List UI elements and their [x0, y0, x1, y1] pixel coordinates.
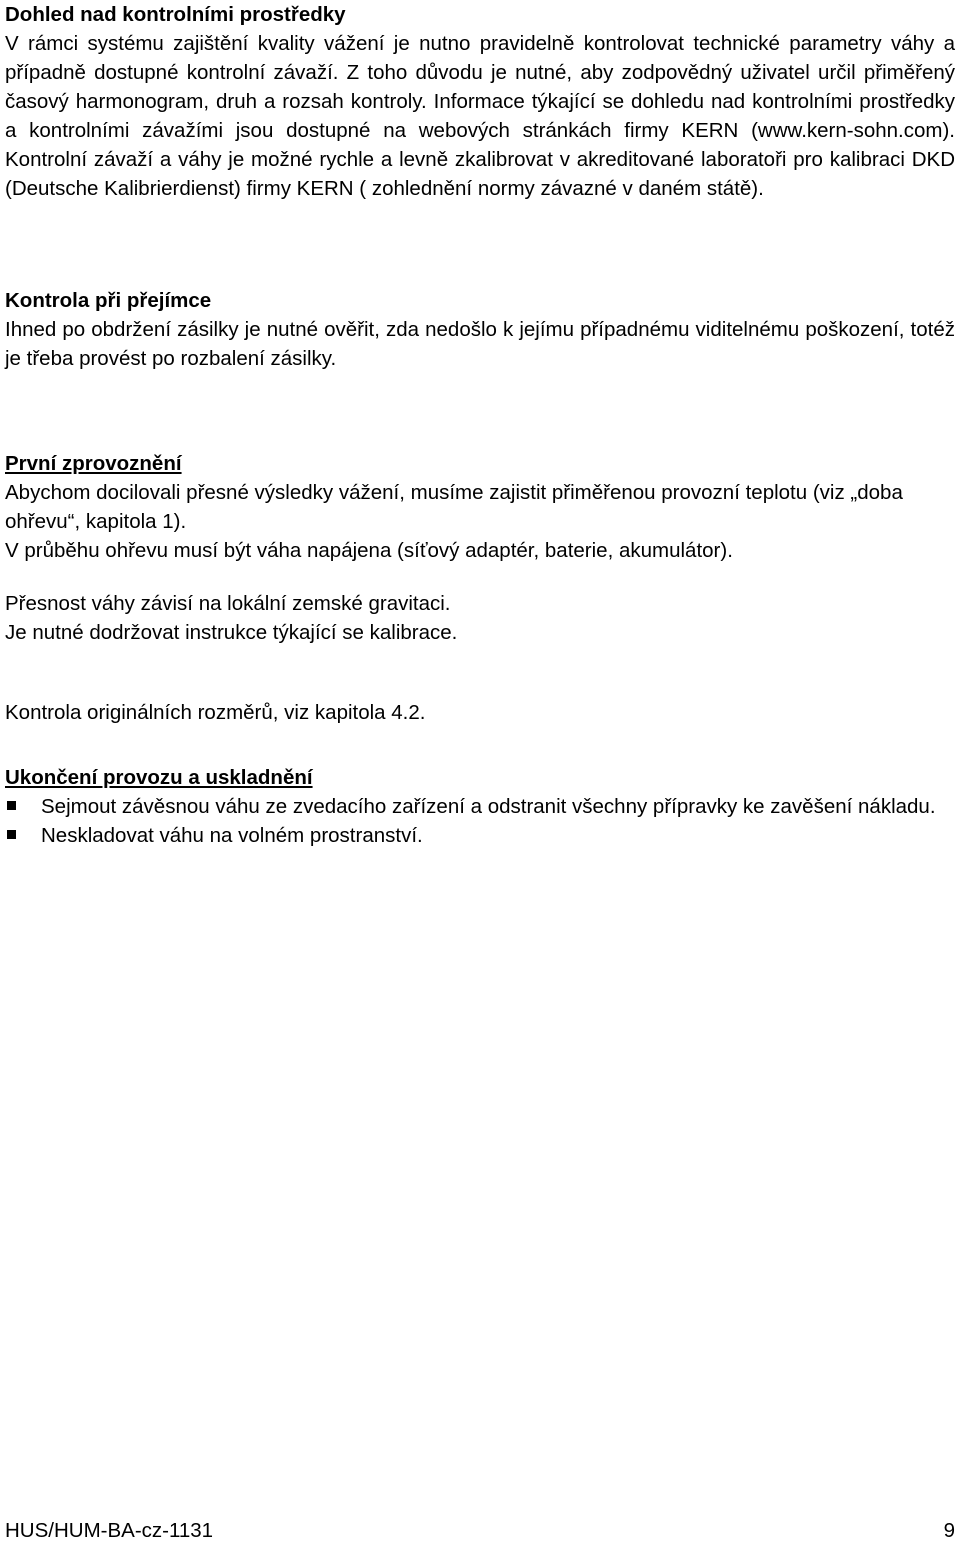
section-heading-text: První zprovoznění — [5, 452, 182, 475]
list-item — [5, 821, 955, 850]
list-item-text: Neskladovat váhu na volném prostranství. — [41, 824, 423, 847]
square-bullet-icon — [7, 801, 16, 810]
section-dohled — [5, 0, 955, 203]
section-paragraph: Je nutné dodržovat instrukce týkající se kalibrace. — [5, 621, 458, 644]
list-item — [5, 792, 955, 821]
section-paragraph: Kontrola originálních rozměrů, viz kapitola 4.2. — [5, 701, 426, 724]
section-zprovozneni — [5, 449, 955, 727]
section-paragraph: Ihned po obdržení zásilky je nutné ověřit, zda nedošlo k jejímu případnému viditelnému poškození, totéž je třeba provést po rozbalení zásilky. — [5, 318, 955, 370]
section-heading — [5, 763, 955, 792]
section-paragraph: Abychom docilovali přesné výsledky vážení, musíme zajistit přiměřenou provozní teplotu (viz „doba ohřevu“, kapitola 1). — [5, 481, 903, 533]
section-heading: Kontrola při přejímce — [5, 289, 212, 312]
square-bullet-icon — [7, 830, 16, 839]
section-prejimka — [5, 286, 955, 373]
section-paragraph: V průběhu ohřevu musí být váha napájena (síťový adaptér, baterie, akumulátor). — [5, 539, 733, 562]
section-ukonceni — [5, 763, 955, 850]
list-item-text: Sejmout závěsnou váhu ze zvedacího zařízení a odstranit všechny přípravky ke zavěšení nákladu. — [41, 795, 936, 818]
document-code: HUS/HUM-BA-cz-1131 — [5, 1519, 214, 1542]
section-paragraph: V rámci systému zajištění kvality vážení je nutno pravidelně kontrolovat technické parametry váhy a případně dostupné kontrolní závaží. Z toho důvodu je nutné, aby zodpovědný uživatel určil přiměřený časový harmonogram, druh a rozsah kontroly. Informace týkající se dohledu nad kontrolními prostředky a kontrolními závažími jsou dostupné na webových stránkách firmy KERN (www.kern-sohn.com). Kontrolní závaží a váhy je možné rychle a levně zkalibrovat v akreditované laboratoři pro kalibraci DKD (Deutsche Kalibrierdienst) firmy KERN ( zohlednění normy závazné v daném státě). — [5, 32, 955, 200]
bullet-list — [5, 792, 955, 850]
section-heading: Dohled nad kontrolními prostředky — [5, 3, 346, 26]
section-paragraph: Přesnost váhy závisí na lokální zemské gravitaci. — [5, 592, 451, 615]
section-heading-text: Ukončení provozu a uskladnění — [5, 766, 313, 789]
page-number: 9 — [943, 1519, 955, 1542]
section-heading — [5, 449, 955, 478]
